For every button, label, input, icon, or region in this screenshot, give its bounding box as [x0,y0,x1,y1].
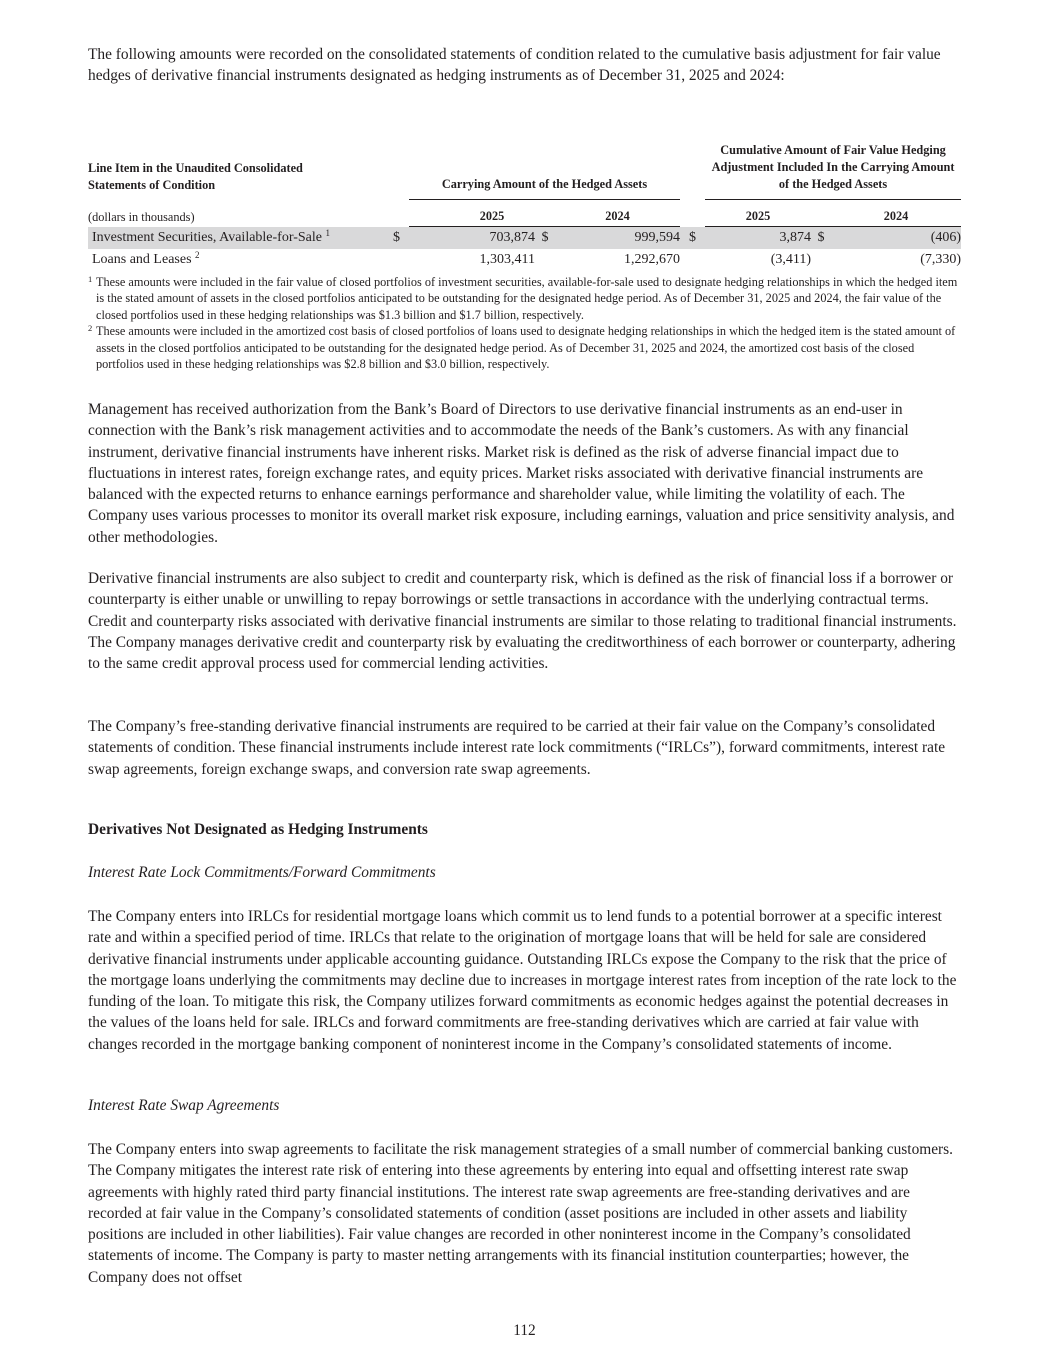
currency-symbol: $ [384,227,409,250]
credit-risk-paragraph: Derivative financial instruments are also subject to credit and counterparty risk, which is defined as the risk of financial loss if a borrower or counterparty is either unable or unwilling to repay borrowings or settle transactions in accordance with the underlying contractual terms. Credit and counterparty risks associated with derivative financial instruments are similar to those relating to traditional financial instruments. The Company manages derivative credit and counterparty risk by evaluating the creditworthiness of each borrower or counterparty, adhering to the same credit approval process used for commercial lending activities. [88,570,957,673]
year-header: 2024 [555,200,680,227]
footnote-marker: 1 [325,227,330,238]
table-cell: 1,303,411 [479,252,535,267]
irlc-paragraph: The Company enters into IRLCs for residential mortgage loans which commit us to lend funds to a potential borrower at a specific interest rate and within a specified period of time. IRLCs that relate to the origination of mortgage loans that will be held for sale are considered derivative financial instruments under applicable accounting guidance. Outstanding IRLCs expose the Company to the risk that the price of the mortgage loans underlying the commitments may decline due to increases in mortgage interest rates from inception of the rate lock to the funding of the loan. To mitigate this risk, the Company utilizes forward commitments as economic hedges against the potential decreases in the values of the loans held for sale. IRLCs and forward commitments are free-standing derivatives which are carried at fair value with changes recorded in the mortgage banking component of noninterest income in the Company’s consolidated statements of income. [88,908,957,1053]
free-standing-paragraph: The Company’s free-standing derivative financial instruments are required to be carried at their fair value on the Company’s consolidated statements of condition. These financial instruments include interest rate lock commitments (“IRLCs”), forward commitments, interest rate swap agreements, foreign exchange swaps, and conversion rate swap agreements. [88,718,946,778]
cumulative-adjustment-header: Cumulative Amount of Fair Value Hedging Adjustment Included In the Carrying Amount of the Hedged Assets [705,142,961,200]
table-footnotes [88,274,961,372]
table-cell: (406) [831,227,961,250]
table-cell: 703,874 [409,227,535,250]
line-item-header: Line Item in the Unaudited Consolidated Statements of Condition [88,160,303,192]
carrying-amount-header: Carrying Amount of the Hedged Assets [409,142,680,200]
currency-symbol: $ [811,227,831,250]
table-cell: 3,874 [705,227,811,250]
row-label: Loans and Leases $^2$ [92,250,200,267]
page-number: 112 [513,1322,536,1339]
management-paragraph: Management has received authorization from the Bank’s Board of Directors to use derivative financial instruments as an end-user in connection with the Bank’s risk management activities and to accommodate the needs of the Bank’s customers. As with any financial instrument, derivative financial instruments have inherent risks. Market risk is defined as the risk of adverse financial impact due to fluctuations in interest rates, foreign exchange rates, and equity prices. Market risks associated with derivative financial instruments are balanced with the expected returns to enhance earnings performance and shareholder value, while limiting the volatility of each. The Company uses various processes to monitor its overall market risk exposure, including earnings, valuation and price sensitivity analysis, and other methodologies. [88,401,955,546]
hedged-assets-table [88,142,961,271]
table-cell: (7,330) [920,252,962,267]
subsection-heading: Interest Rate Swap Agreements [88,1097,280,1114]
table-subheader-row [88,200,961,227]
table-row [88,249,961,271]
units-label: (dollars in thousands) [88,209,195,224]
intro-paragraph: The following amounts were recorded on the consolidated statements of condition related to the cumulative basis adjustment for fair value hedges of derivative financial instruments designated as hedging instruments as of December 31, 2025 and 2024: [88,46,941,85]
year-header: 2025 [409,200,535,227]
row-label: Investment Securities, Available-for-Sale $^1$ [88,227,384,250]
table-cell: (3,411) [770,252,812,267]
year-header: 2025 [705,200,811,227]
swap-paragraph: The Company enters into swap agreements to facilitate the risk management strategies of a small number of commercial banking customers. The Company mitigates the interest rate risk of entering into these agreements by entering into equal and offsetting interest rate swap agreements with highly rated third party financial institutions. The interest rate swap agreements are free-standing derivatives and are recorded at fair value in the Company’s consolidated statements of condition (asset positions are included in other assets and liability positions are included in other liabilities). Fair value changes are recorded in other noninterest income in the Company’s consolidated statements of income. The Company is party to master netting arrangements with its financial institution counterparties; however, the Company does not offset [88,1141,954,1286]
currency-symbol: $ [535,227,555,250]
table-cell: 999,594 [555,227,680,250]
footnote: 1 These amounts were included in the fair value of closed portfolios of investment securities, available-for-sale used to designate hedging relationships in which the hedged item is the stated amount of assets in the closed portfolios anticipated to be outstanding for the designated hedge period. As of December 31, 2025 and 2024, the fair value of the closed portfolios used in these hedging relationships was $1.3 billion and $1.7 billion, respectively. [88,274,958,322]
currency-symbol: $ [680,227,705,250]
table-row [88,227,961,250]
year-header: 2024 [831,200,961,227]
section-heading: Derivatives Not Designated as Hedging Instruments [88,821,428,838]
table-cell: 1,292,670 [624,252,681,267]
footnote-marker: 2 [195,250,200,260]
footnote: 2 These amounts were included in the amortized cost basis of closed portfolios of loans used to designate hedging relationships in which the hedged item is the stated amount of assets in the closed portfolios anticipated to be outstanding for the designated hedge period. As of December 31, 2025 and 2024, the amortized cost basis of the closed portfolios used in these hedging relationships was $2.8 billion and $3.0 billion, respectively. [88,323,956,372]
subsection-heading: Interest Rate Lock Commitments/Forward Commitments [88,864,436,881]
table-header-row [88,142,961,200]
